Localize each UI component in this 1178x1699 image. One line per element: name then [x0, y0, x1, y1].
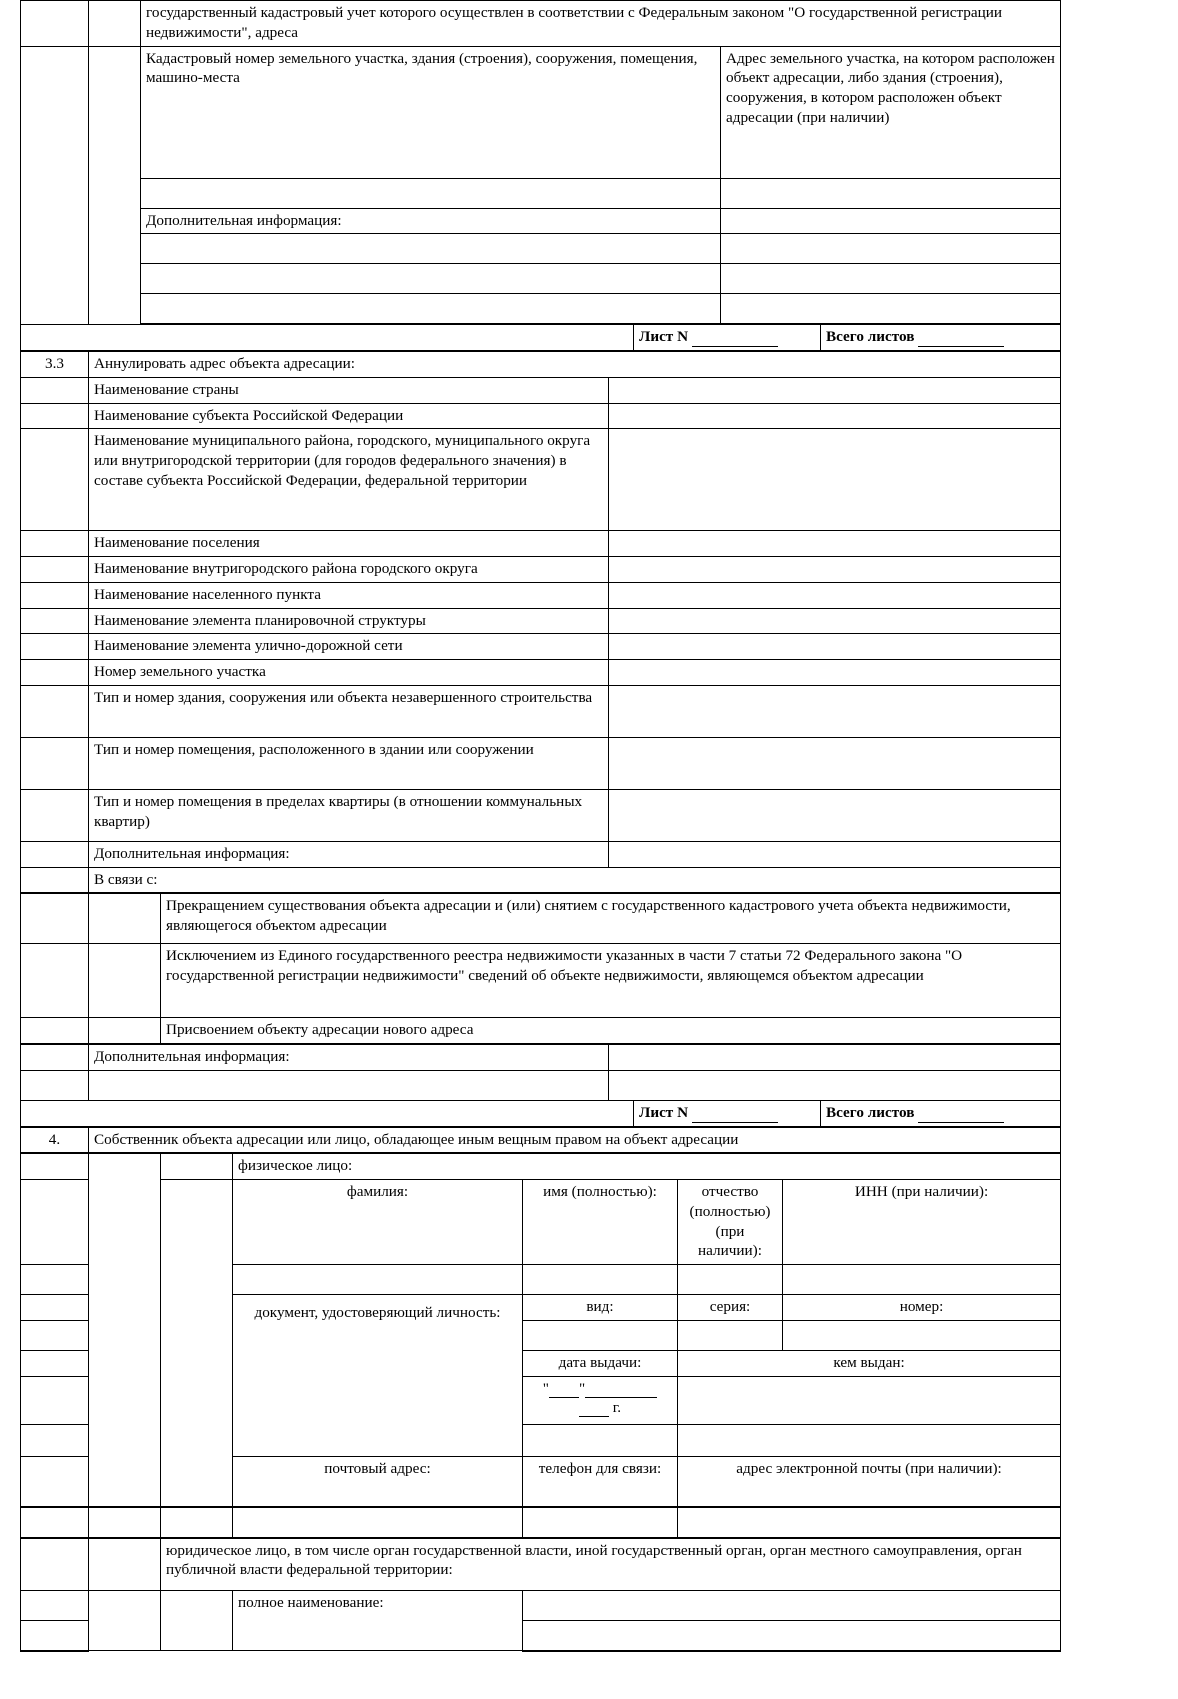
table-row: [21, 944, 1061, 1018]
section-4-title-table: [20, 1127, 1061, 1154]
field-label-street-element: Наименование элемента улично-дорожной сети: [89, 634, 609, 660]
left-gutter-cell: [21, 429, 89, 531]
table-row: [21, 1590, 1061, 1620]
legal-entity-label: юридическое лицо, в том числе орган государственной власти, иной государственный орган, орган местного самоуправления, орган публичной власти федеральной территории:: [161, 1538, 1061, 1590]
left-gutter-cell: [21, 1265, 89, 1295]
field-value-room-in-flat[interactable]: [609, 789, 1061, 841]
legal-entity-full-name-value[interactable]: [523, 1590, 1061, 1620]
quote-open: ": [542, 1379, 549, 1397]
table-row: [21, 1507, 1061, 1537]
issue-day-input[interactable]: [549, 1381, 579, 1397]
additional-info-blank-1[interactable]: [141, 234, 721, 264]
field-label-settlement: Наименование поселения: [89, 531, 609, 557]
sheet-footer-spacer: [21, 1101, 634, 1126]
reasons-additional-info-value-a[interactable]: [609, 1045, 1061, 1071]
document-series-label: серия:: [678, 1295, 783, 1321]
table-row: [21, 325, 1061, 350]
additional-info-blank-2[interactable]: [141, 264, 721, 294]
email-label: адрес электронной почты (при наличии):: [678, 1456, 1061, 1506]
left-gutter-cell: [21, 1070, 89, 1100]
document-number-value[interactable]: [783, 1320, 1061, 1350]
legal-entity-checkbox[interactable]: [89, 1538, 161, 1590]
left-gutter-cell: [21, 1424, 89, 1456]
table-row: [21, 429, 1061, 531]
table-row: [21, 208, 1061, 234]
document-type-value[interactable]: [523, 1320, 678, 1350]
individual-person-table: [20, 1153, 1061, 1506]
left-gutter-cell: [21, 1620, 89, 1651]
reasons-additional-info-blank[interactable]: [89, 1070, 609, 1100]
sheet-number-cell[interactable]: [634, 1101, 821, 1126]
first-name-label: имя (полностью):: [523, 1180, 678, 1265]
individual-contacts-values-table: [20, 1507, 1061, 1538]
postal-address-value[interactable]: [233, 1507, 523, 1537]
issue-month-input[interactable]: [585, 1381, 657, 1397]
postal-address-label: почтовый адрес:: [233, 1456, 523, 1506]
table-row: [21, 178, 1061, 208]
sheet-number-cell[interactable]: [634, 325, 821, 350]
surname-label: фамилия:: [233, 1180, 523, 1265]
table-row: [21, 841, 1061, 867]
table-row: [21, 894, 1061, 944]
table-row: [21, 737, 1061, 789]
field-value-land-plot-number[interactable]: [609, 660, 1061, 686]
section-3-3-number: 3.3: [21, 352, 89, 378]
legal-entity-full-name-value-2[interactable]: [523, 1620, 1061, 1651]
legal-entity-indent-column-2: [161, 1590, 233, 1651]
issue-year-input[interactable]: [579, 1400, 609, 1416]
reason-text-2: Исключением из Единого государственного реестра недвижимости указанных в части 7 статьи 72 Федерального закона "О государственной регистрации недвижимости" сведений об объекте недвижимости, являющемся объектом адресации: [161, 944, 1061, 1018]
left-gutter-cell: [21, 1295, 89, 1321]
left-gutter-cell: [21, 582, 89, 608]
document-series-value[interactable]: [678, 1320, 783, 1350]
field-value-settlement[interactable]: [609, 531, 1061, 557]
patronymic-value[interactable]: [678, 1265, 783, 1295]
left-gutter-cell: [21, 1180, 89, 1265]
left-gutter-cell: [21, 1154, 89, 1180]
additional-info-blank-3[interactable]: [141, 294, 721, 325]
issue-date-extra[interactable]: [523, 1424, 678, 1456]
table-row: [21, 234, 1061, 264]
additional-info-label: Дополнительная информация:: [141, 208, 721, 234]
email-value[interactable]: [678, 1507, 1061, 1537]
issued-by-label: кем выдан:: [678, 1350, 1061, 1376]
field-value-building-number[interactable]: [609, 685, 1061, 737]
reason-checkbox-1[interactable]: [89, 894, 161, 944]
year-suffix: г.: [612, 1398, 622, 1416]
field-value-additional-info[interactable]: [609, 841, 1061, 867]
person-type-checkbox-column-cont[interactable]: [89, 1507, 161, 1537]
legal-entity-table: [20, 1538, 1061, 1652]
left-gutter-cell: [21, 1018, 89, 1044]
phone-value[interactable]: [523, 1507, 678, 1537]
left-gutter-cell: [21, 685, 89, 737]
document-type-label: вид:: [523, 1295, 678, 1321]
sheet-label: Лист N: [639, 1103, 689, 1121]
field-label-intracity-district: Наименование внутригородского района городского округа: [89, 557, 609, 583]
field-label-premises-number: Тип и номер помещения, расположенного в здании или сооружении: [89, 737, 609, 789]
left-gutter-cell: [21, 1, 89, 47]
field-label-room-in-flat: Тип и номер помещения в пределах квартиры (в отношении коммунальных квартир): [89, 789, 609, 841]
document-number-label: номер:: [783, 1295, 1061, 1321]
issued-by-extra[interactable]: [678, 1424, 1061, 1456]
total-sheets-label: Всего листов: [826, 1103, 915, 1121]
sheet-number-input[interactable]: [692, 1106, 778, 1122]
left-gutter-cell: [21, 867, 89, 893]
individual-indent-column-cont: [161, 1507, 233, 1537]
table-row: [21, 403, 1061, 429]
first-name-value[interactable]: [523, 1265, 678, 1295]
table-row: [21, 46, 1061, 178]
field-label-subject: Наименование субъекта Российской Федерации: [89, 403, 609, 429]
table-row: [21, 685, 1061, 737]
reasons-table: [20, 893, 1061, 1044]
identity-document-label: документ, удостоверяющий личность:: [233, 1295, 523, 1457]
reason-text-3: Присвоением объекту адресации нового адреса: [161, 1018, 1061, 1044]
reason-checkbox-2[interactable]: [89, 944, 161, 1018]
issue-date-year[interactable]: [528, 1398, 672, 1417]
left-gutter-cell: [21, 841, 89, 867]
section-4-number: 4.: [21, 1127, 89, 1153]
left-gutter-cell: [21, 1507, 89, 1537]
left-gutter-cell: [21, 894, 89, 944]
reasons-additional-info-table: [20, 1044, 1061, 1101]
table-row: [21, 352, 1061, 378]
table-row: [21, 294, 1061, 325]
person-type-checkbox-column[interactable]: [89, 1154, 161, 1506]
inn-value[interactable]: [783, 1265, 1061, 1295]
individual-indent-column: [161, 1180, 233, 1507]
table-row: [21, 377, 1061, 403]
table-row: [21, 1018, 1061, 1044]
quote-close: ": [579, 1379, 586, 1397]
total-sheets-cell[interactable]: [821, 1101, 1061, 1126]
table-row: [21, 531, 1061, 557]
table-row: [21, 789, 1061, 841]
header-note-cell: государственный кадастровый учет которого осуществлен в соответствии с Федеральным законом "О государственной регистрации недвижимости", адреса: [141, 1, 1061, 47]
indent-cell: [89, 1, 141, 47]
left-gutter-cell: [21, 1590, 89, 1620]
total-sheets-input[interactable]: [918, 1106, 1004, 1122]
cadastral-number-header: Кадастровый номер земельного участка, здания (строения), сооружения, помещения, машино-места: [141, 46, 721, 178]
left-gutter-cell: [21, 531, 89, 557]
sheet-number-input[interactable]: [692, 331, 778, 347]
issue-date-label: дата выдачи:: [523, 1350, 678, 1376]
table-row: [21, 1180, 1061, 1265]
legal-entity-full-name-label: полное наименование:: [233, 1590, 523, 1651]
reason-text-1: Прекращением существования объекта адресации и (или) снятием с государственного кадастрового учета объекта недвижимости, являющегося объектом адресации: [161, 894, 1061, 944]
field-label-additional-info: Дополнительная информация:: [89, 841, 609, 867]
inn-label: ИНН (при наличии):: [783, 1180, 1061, 1265]
table-row: [21, 1538, 1061, 1590]
issued-by-value[interactable]: [678, 1376, 1061, 1424]
table-row: [21, 264, 1061, 294]
cadastral-number-value[interactable]: [141, 178, 721, 208]
surname-value[interactable]: [233, 1265, 523, 1295]
table-row: [21, 660, 1061, 686]
field-label-municipal: Наименование муниципального района, городского, муниципального округа или внутригородской территории (для городов федерального значения) в составе субъекта Российской Федерации, федеральной территории: [89, 429, 609, 531]
left-gutter-cell: [21, 46, 89, 324]
field-value-planning-element[interactable]: [609, 608, 1061, 634]
left-gutter-cell: [21, 634, 89, 660]
field-label-land-plot-number: Номер земельного участка: [89, 660, 609, 686]
field-value-street-element[interactable]: [609, 634, 1061, 660]
reason-checkbox-3[interactable]: [89, 1018, 161, 1044]
left-gutter-cell: [21, 377, 89, 403]
section-4-title: Собственник объекта адресации или лицо, обладающее иным вещным правом на объект адресации: [89, 1127, 1061, 1153]
table-row: [21, 634, 1061, 660]
total-sheets-input[interactable]: [918, 331, 1004, 347]
address-header: Адрес земельного участка, на котором расположен объект адресации, либо здания (строения), сооружения, в котором расположен объект адресации (при наличии): [721, 46, 1061, 178]
table-row: [21, 582, 1061, 608]
field-value-premises-number[interactable]: [609, 737, 1061, 789]
left-gutter-cell: [21, 1045, 89, 1071]
reasons-additional-info-value-b[interactable]: [609, 1070, 1061, 1100]
left-gutter-cell: [21, 737, 89, 789]
left-gutter-cell: [21, 1350, 89, 1376]
left-gutter-cell: [21, 557, 89, 583]
additional-info-value-c[interactable]: [721, 264, 1061, 294]
legal-entity-indent-column: [89, 1590, 161, 1651]
section-3-3-table: [20, 351, 1061, 893]
top-continuation-table: [20, 0, 1061, 325]
phone-label: телефон для связи:: [523, 1456, 678, 1506]
left-gutter-cell: [21, 660, 89, 686]
left-gutter-cell: [21, 1456, 89, 1506]
field-value-locality[interactable]: [609, 582, 1061, 608]
table-row: [21, 608, 1061, 634]
left-gutter-cell: [21, 608, 89, 634]
field-label-building-number: Тип и номер здания, сооружения или объекта незавершенного строительства: [89, 685, 609, 737]
left-gutter-cell: [21, 403, 89, 429]
patronymic-label: отчество (полностью) (при наличии):: [678, 1180, 783, 1265]
left-gutter-cell: [21, 1320, 89, 1350]
field-value-intracity-district[interactable]: [609, 557, 1061, 583]
sheet-label: Лист N: [639, 328, 689, 346]
left-gutter-cell: [21, 1376, 89, 1424]
indent-cell: [89, 46, 141, 324]
left-gutter-cell: [21, 789, 89, 841]
additional-info-value-a[interactable]: [721, 208, 1061, 234]
table-row: [21, 557, 1061, 583]
field-value-municipal[interactable]: [609, 429, 1061, 531]
total-sheets-cell[interactable]: [821, 325, 1061, 350]
individual-label: физическое лицо:: [233, 1154, 1061, 1180]
issue-date-day-month[interactable]: [528, 1379, 672, 1398]
reason-label: В связи с:: [89, 867, 1061, 893]
table-row: [21, 1, 1061, 47]
reasons-additional-info-label: Дополнительная информация:: [89, 1045, 609, 1071]
issue-date-input[interactable]: [523, 1376, 678, 1424]
left-gutter-cell: [21, 1538, 89, 1590]
additional-info-value-d[interactable]: [721, 294, 1061, 325]
additional-info-value-b[interactable]: [721, 234, 1061, 264]
sheet-footer-2: [20, 1101, 1061, 1127]
field-value-country[interactable]: [609, 377, 1061, 403]
left-gutter-cell: [21, 944, 89, 1018]
address-value[interactable]: [721, 178, 1061, 208]
table-row: [21, 1101, 1061, 1126]
table-row: [21, 1045, 1061, 1071]
table-row: [21, 1070, 1061, 1100]
total-sheets-label: Всего листов: [826, 328, 915, 346]
table-row: [21, 1154, 1061, 1180]
field-label-locality: Наименование населенного пункта: [89, 582, 609, 608]
table-row: [21, 867, 1061, 893]
field-label-planning-element: Наименование элемента планировочной структуры: [89, 608, 609, 634]
sheet-footer-spacer: [21, 325, 634, 350]
sheet-footer-1: [20, 325, 1061, 351]
field-value-subject[interactable]: [609, 403, 1061, 429]
section-3-3-title: Аннулировать адрес объекта адресации:: [89, 352, 1061, 378]
field-label-country: Наименование страны: [89, 377, 609, 403]
individual-checkbox[interactable]: [161, 1154, 233, 1180]
table-row: [21, 1127, 1061, 1153]
